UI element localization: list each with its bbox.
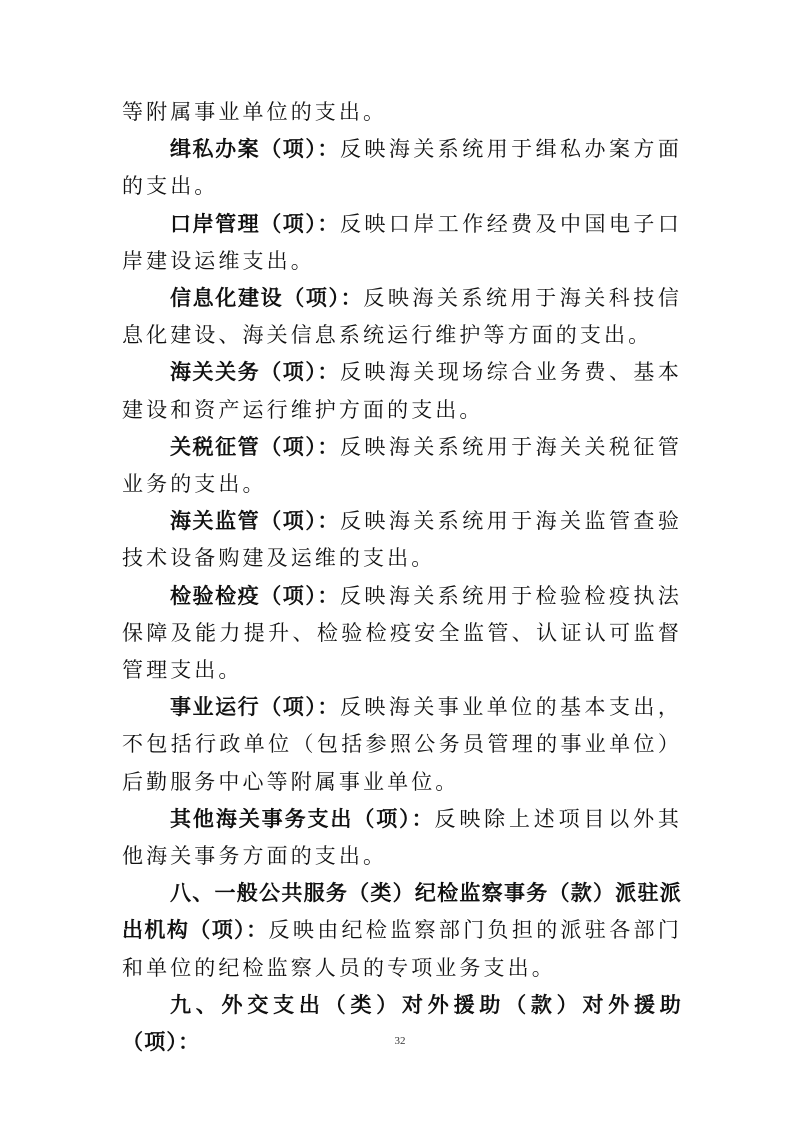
paragraph-term: 海关关务（项）： <box>170 360 340 385</box>
paragraph-term: 事业运行（项）： <box>170 695 340 720</box>
paragraph-term: 其他海关事务支出（项）： <box>170 806 435 831</box>
paragraph-5 <box>122 354 682 428</box>
paragraph-2 <box>122 131 682 205</box>
paragraph-text: 反映由纪检监察部门负担的派驻各部门和单位的纪检监察人员的专项业务支出。 <box>122 918 682 980</box>
paragraph-text: 反映除上述项目以外其他海关事务方面的支出。 <box>122 806 682 869</box>
paragraph-term: 九、外交支出（类）对外援助（款）对外援助（项）： <box>122 992 682 1055</box>
paragraph-text: 反映海关现场综合业务费、基本建设和资产运行维护方面的支出。 <box>122 360 682 422</box>
page-content <box>122 94 682 1061</box>
paragraph-1 <box>122 94 682 131</box>
paragraph-8 <box>122 578 682 690</box>
paragraph-9 <box>122 689 682 801</box>
paragraph-text: 反映海关系统用于缉私办案方面的支出。 <box>122 137 682 199</box>
paragraph-text: 反映海关系统用于海关监管查验技术设备购建及运维的支出。 <box>122 509 682 571</box>
paragraph-12 <box>122 987 682 1061</box>
page-number: 32 <box>394 1035 406 1047</box>
paragraph-term: 缉私办案（项）： <box>170 137 340 162</box>
paragraph-4 <box>122 280 682 354</box>
paragraph-7 <box>122 503 682 577</box>
paragraph-term: 海关监管（项）： <box>170 509 340 534</box>
paragraph-text: 反映海关系统用于海关关税征管业务的支出。 <box>122 434 682 497</box>
paragraph-11 <box>122 875 682 987</box>
paragraph-6 <box>122 429 682 503</box>
paragraph-text: 等附属事业单位的支出。 <box>122 100 388 124</box>
paragraph-term: 口岸管理（项）： <box>170 211 340 236</box>
paragraph-10 <box>122 801 682 875</box>
paragraph-term: 信息化建设（项）： <box>170 286 364 311</box>
paragraph-text: 反映海关事业单位的基本支出，不包括行政单位（包括参照公务员管理的事业单位）后勤服务中心等附属事业单位。 <box>122 695 682 794</box>
paragraph-text: 反映海关系统用于海关科技信息化建设、海关信息系统运行维护等方面的支出。 <box>122 286 682 348</box>
paragraph-term: 检验检疫（项）： <box>170 583 340 608</box>
paragraph-term: 关税征管（项）： <box>170 434 340 459</box>
paragraph-term: 八、一般公共服务（类）纪检监察事务（款）派驻派出机构（项）： <box>122 881 682 943</box>
paragraph-text: 反映口岸工作经费及中国电子口岸建设运维支出。 <box>122 211 682 273</box>
paragraph-text: 反映海关系统用于检验检疫执法保障及能力提升、检验检疫安全监管、认证认可监督管理支出。 <box>122 583 682 683</box>
paragraph-3 <box>122 206 682 280</box>
